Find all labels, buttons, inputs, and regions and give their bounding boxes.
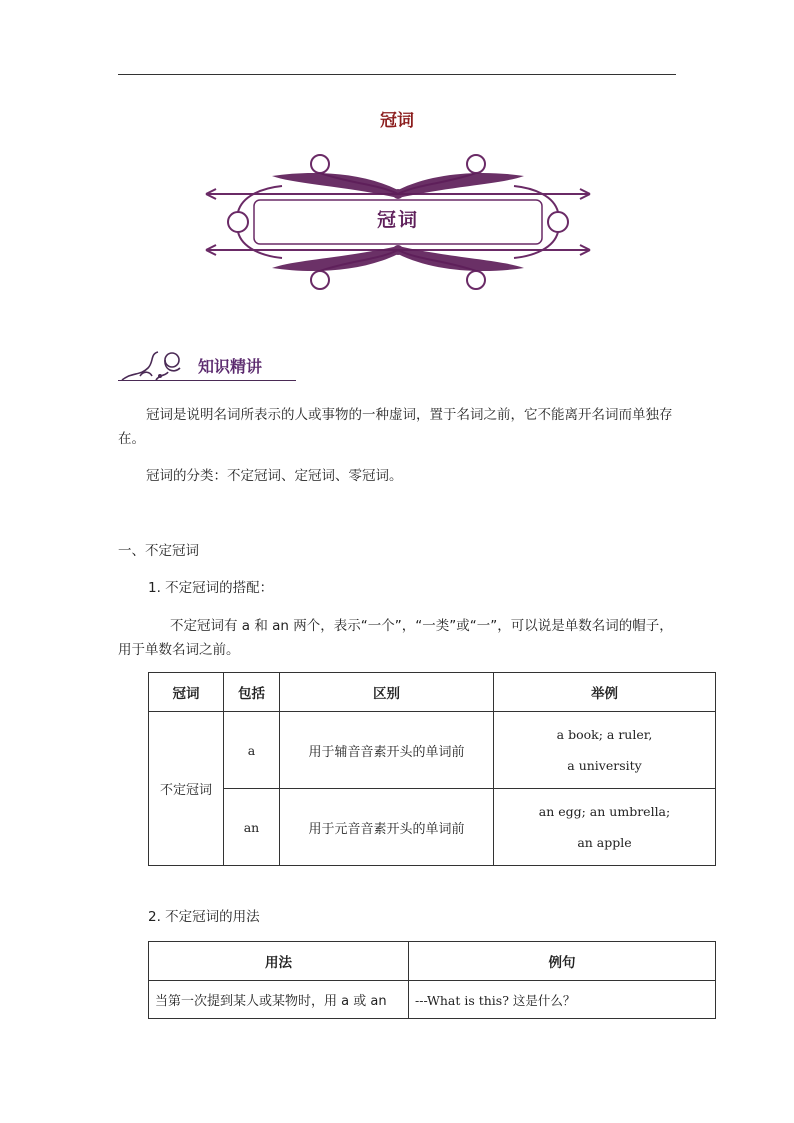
- item1-heading: 1. 不定冠词的搭配：: [148, 580, 274, 596]
- example-sentence-cell: ---What is this? 这是什么？: [409, 981, 716, 1019]
- section-title: 知识精讲: [198, 357, 263, 376]
- table-row: [149, 789, 716, 866]
- indefinite-article-table: [148, 672, 716, 866]
- table-row: [149, 712, 716, 789]
- item1-paragraph: 不定冠词有 a 和 an 两个，表示“一个”，“一类”或“一”，可以说是单数名词的帽子，用于单数名词之前。: [118, 618, 673, 658]
- article-rule: 用于辅音音素开头的单词前: [280, 712, 494, 789]
- banner-title: 冠词: [376, 209, 419, 231]
- table-header-cell: 举例: [494, 673, 716, 712]
- part1-heading: 一、不定冠词: [118, 543, 199, 559]
- table-header-row: [149, 673, 716, 712]
- table-header-row: [149, 942, 716, 981]
- example-line: a university: [567, 758, 642, 773]
- header-rule: [118, 74, 676, 75]
- usage-table: [148, 941, 716, 1019]
- section-heading-knowledge: [118, 346, 298, 386]
- section-underline: [118, 380, 296, 381]
- article-examples: [494, 712, 716, 789]
- flourish-icon: [120, 346, 190, 382]
- table-row: [149, 981, 716, 1019]
- intro-paragraph: 冠词是说明名词所表示的人或事物的一种虚词，置于名词之前，它不能离开名词而单独存在。: [118, 407, 673, 447]
- item2-heading: 2. 不定冠词的用法: [148, 909, 260, 925]
- article-examples: [494, 789, 716, 866]
- table-header-cell: 区别: [280, 673, 494, 712]
- example-line: an egg; an umbrella;: [538, 804, 671, 819]
- row-group-label: 不定冠词: [149, 712, 224, 866]
- usage-cell: 当第一次提到某人或某物时，用 a 或 an: [149, 981, 409, 1019]
- example-line: an apple: [577, 835, 632, 850]
- table-header-cell: 包括: [224, 673, 280, 712]
- example-line: a book; a ruler,: [556, 727, 653, 742]
- article-form: a: [224, 712, 280, 789]
- table-header-cell: 用法: [149, 942, 409, 981]
- article-form: an: [224, 789, 280, 866]
- classification-paragraph: 冠词的分类：不定冠词、定冠词、零冠词。: [146, 468, 403, 484]
- title-banner: [202, 150, 594, 300]
- table-header-cell: 例句: [409, 942, 716, 981]
- document-title: 冠词: [380, 111, 414, 131]
- table-header-cell: 冠词: [149, 673, 224, 712]
- article-rule: 用于元音音素开头的单词前: [280, 789, 494, 866]
